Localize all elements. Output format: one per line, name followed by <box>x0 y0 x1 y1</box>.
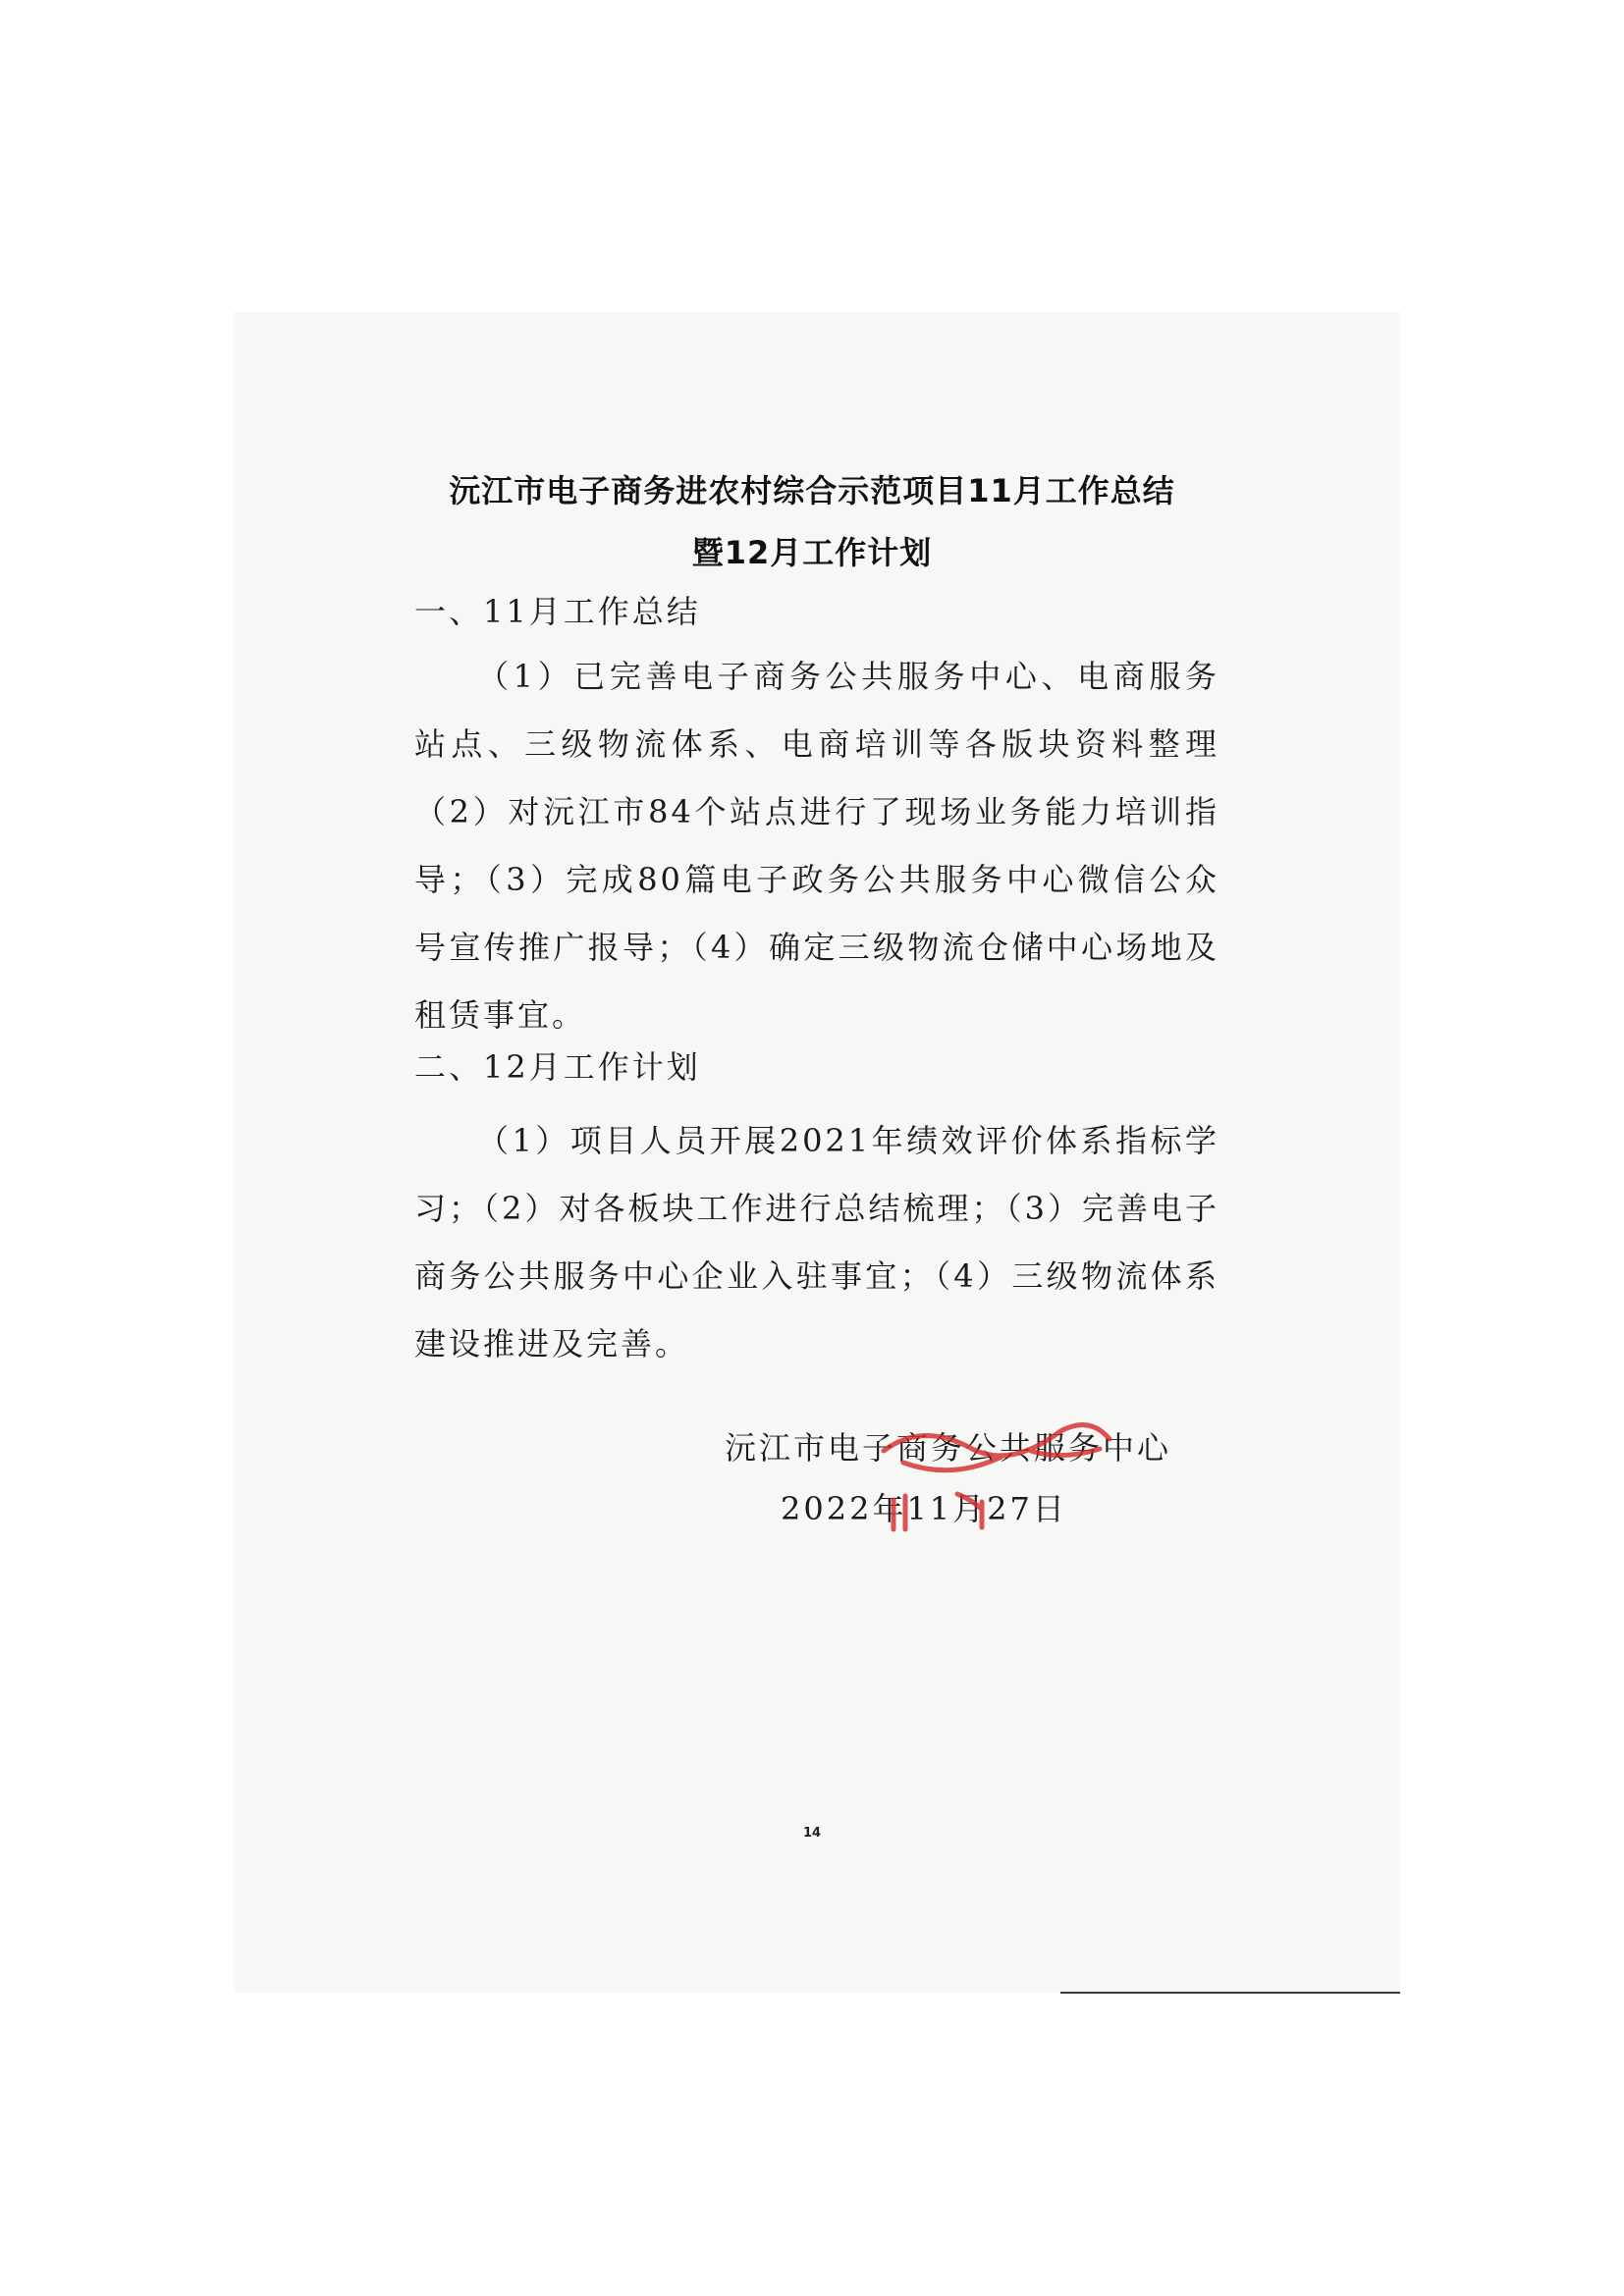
document-title-line1: 沅江市电子商务进农村综合示范项目11月工作总结 <box>449 472 1175 509</box>
red-stamp-mark <box>864 1392 1119 1539</box>
signature-date: 2022年11月27日 <box>781 1490 1067 1527</box>
section1-heading: 一、11月工作总结 <box>414 593 701 630</box>
signature-organization: 沅江市电子商务公共服务中心 <box>725 1429 1172 1467</box>
page-number: 14 <box>802 1826 822 1841</box>
section2-body: （1）项目人员开展2021年绩效评价体系指标学习；（2）对各板块工作进行总结梳理；（3）完善电子商务公共服务中心企业入驻事宜；（4）三级物流体系建设推进及完善。 <box>414 1122 1219 1362</box>
scan-edge-line <box>1060 1992 1400 1994</box>
section1-body: （1）已完善电子商务公共服务中心、电商服务站点、三级物流体系、电商培训等各版块资料整理（2）对沅江市84个站点进行了现场业务能力培训指导；（3）完成80篇电子政务公共服务中心微信公众号宣传推广报导；（4）确定三级物流仓储中心场地及租赁事宜。 <box>414 658 1219 1034</box>
document-title-line2: 暨12月工作计划 <box>691 534 933 571</box>
section2-heading: 二、12月工作计划 <box>414 1048 701 1086</box>
